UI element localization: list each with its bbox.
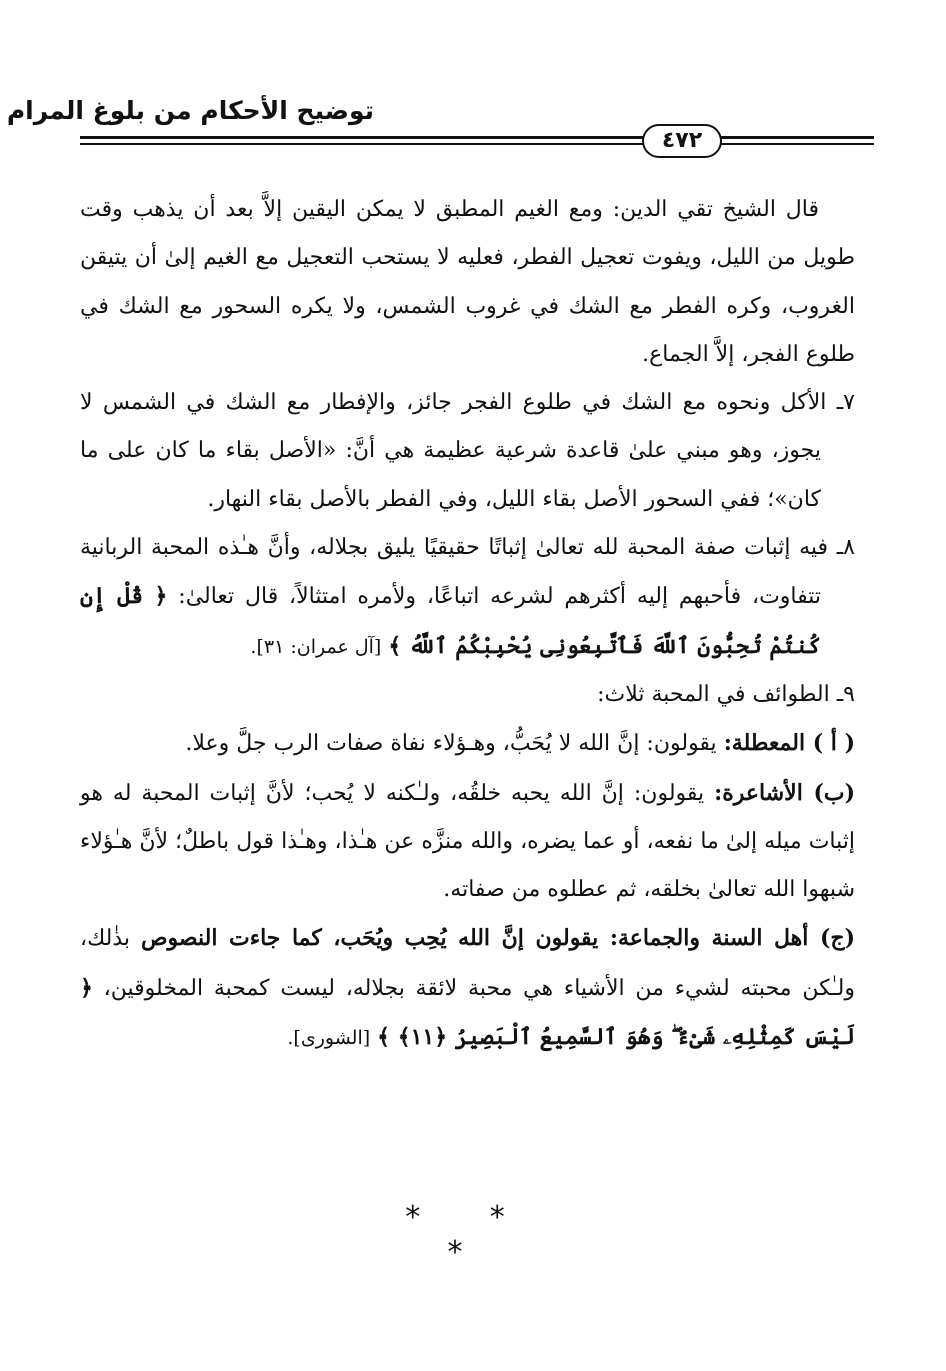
- paragraph-item-9: ٩ـ الطوائف في المحبة ثلاث:: [597, 681, 855, 707]
- group-text-ashaira: يقولون: إنَّ الله يحبه خلقُه، ولـٰكنه لا يُحب؛ لأنَّ إثبات المحبة له هو إثبات ميله إلىٰ ما نفعه، أو عما يضره، والله منزَّه عن هـٰذا، وهـٰذا قول باطلٌ؛ لأنَّ هـٰؤلاء شبهوا الله تعالىٰ بخلقه، ثم عطلوه من صفاته.: [80, 780, 855, 903]
- paragraph-item-7: ٧ـ الأكل ونحوه مع الشك في طلوع الفجر جائز، والإفطار مع الشك في الشمس لا يجوز، وهو مبني علىٰ قاعدة شرعية عظيمة هي أنَّ: «الأصل بقاء ما كان على ما كان»؛ ففي السحور الأصل بقاء الليل، وفي الفطر بالأصل بقاء النهار.: [80, 390, 855, 512]
- header-rule-thin: [80, 143, 874, 145]
- paragraph-muattila: [80, 719, 855, 768]
- group-text-muattila: يقولون: إنَّ الله لا يُحَبُّ، وهـؤلاء نفاة صفات الرب جلَّ وعلا.: [185, 731, 717, 757]
- item-8-text: ٨ـ فيه إثبات صفة المحبة لله تعالىٰ إثباتًا حقيقيًا يليق بجلاله، وأنَّ هـٰذه المحبة الربانية تتفاوت، فأحبهم إليه أكثرهم لشرعه اتباعًا، ولأمره امتثالاً، قال تعالىٰ:: [80, 535, 855, 610]
- body-text: [80, 186, 855, 1062]
- section-separator: * * *: [405, 1200, 535, 1270]
- group-label-ahl-al-sunna: (ج) أهل السنة والجماعة: يقولون إنَّ الله يُحِب ويُحَب، كما جاءت النصوص: [140, 925, 855, 952]
- paragraph-taqi-al-din: قال الشيخ تقي الدين: ومع الغيم المطبق لا يمكن اليقين إلاَّ بعد أن يذهب وقت طويل من الليل، ويفوت تعجيل الفطر، فعليه لا يستحب التعجيل مع الغيم إلىٰ أن يتيقن الغروب، وكره الفطر مع الشك في غروب الشمس، ولا يكره السحور مع الشك في طلوع الفجر، إلاَّ الجماع.: [80, 197, 855, 367]
- verse-reference-al-imran: [آل عمران: ٣١].: [250, 635, 382, 658]
- running-header-title: توضيح الأحكام من بلوغ المرام: [6, 96, 374, 125]
- group-label-muattila: ( أ ) المعطلة:: [723, 730, 855, 757]
- quran-verse-al-imran: ﴿ قُلْ إِن كُنتُمْ تُحِبُّونَ ٱللَّهَ فَٱتَّبِعُونِى يُحْبِبْكُمُ ٱللَّهُ ﴾: [80, 583, 821, 659]
- paragraph-item-8: [80, 524, 855, 671]
- page-number: ٤٧٢: [642, 124, 722, 158]
- verse-reference-al-shura: [الشورى].: [287, 1027, 371, 1050]
- quran-verse-al-shura: ﴿ لَيْسَ كَمِثْلِهِۦ شَىْءٌ ۖ وَهُوَ ٱلسَّمِيعُ ٱلْبَصِيرُ ﴿١١﴾ ﴾: [80, 974, 855, 1051]
- paragraph-ashaira: [80, 769, 855, 915]
- group-text-ahl-al-sunna: بذٰلك، ولـٰكن محبته لشيء من الأشياء هي محبة لائقة بجلاله، ليست كمحبة المخلوقين،: [80, 926, 855, 1001]
- group-label-ashaira: (ب) الأشاعرة:: [714, 779, 855, 806]
- paragraph-ahl-al-sunna: [80, 914, 855, 1062]
- header-rule-thick: [80, 136, 874, 139]
